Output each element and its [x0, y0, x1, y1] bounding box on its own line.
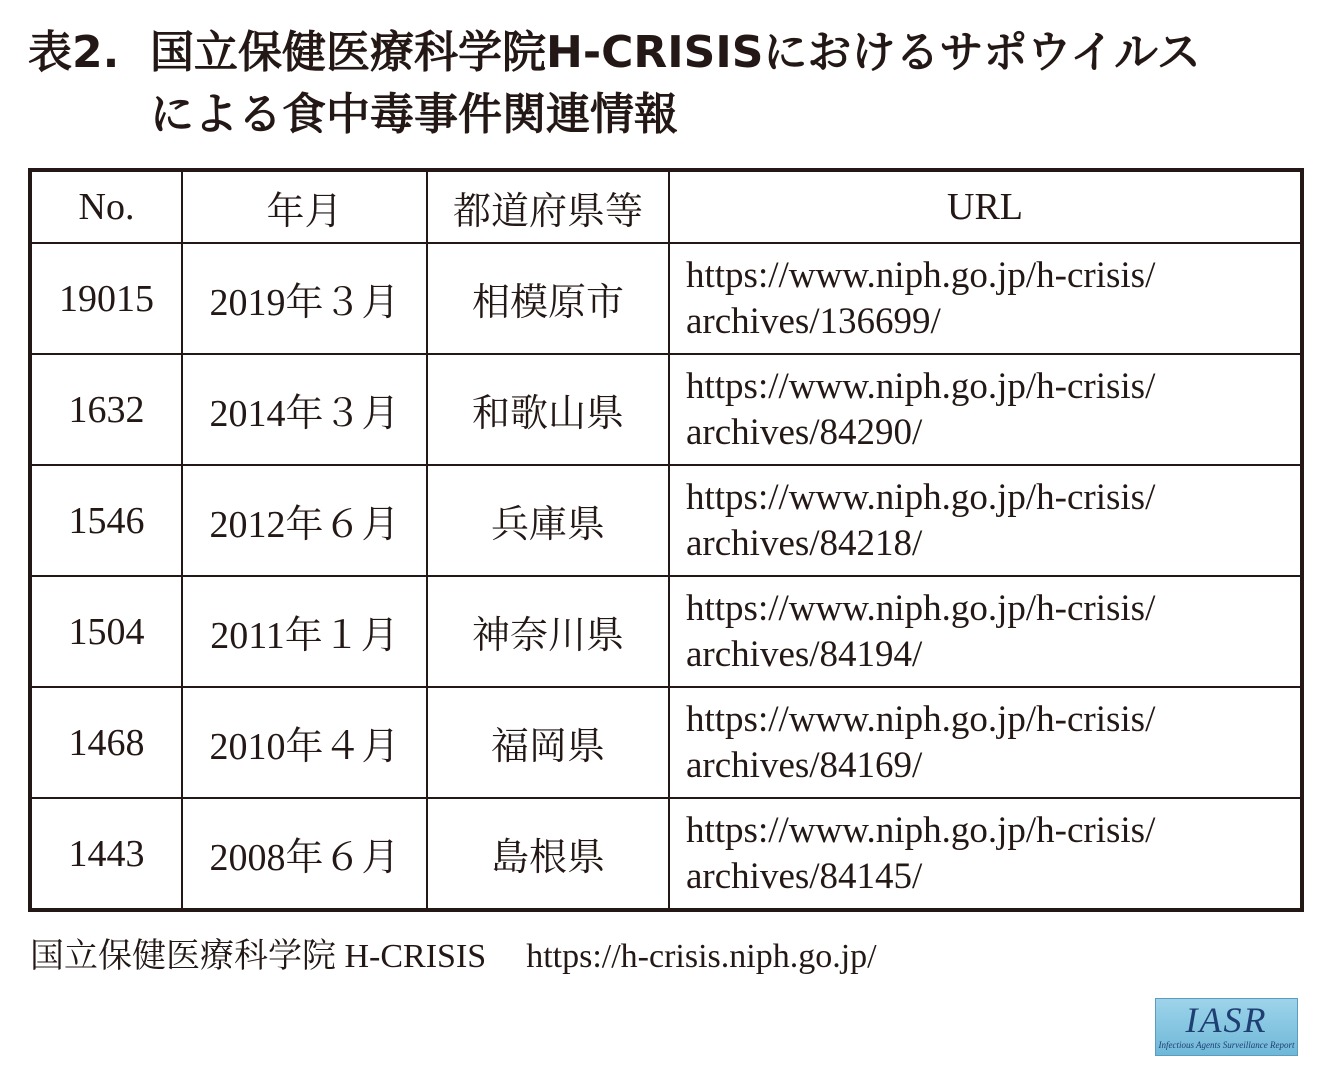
caption-line-1: 国立保健医療科学院H-CRISISにおけるサポウイルス [150, 27, 1201, 78]
table-caption [28, 22, 1201, 146]
url-line-1: https://www.niph.go.jp/h-crisis/ [686, 254, 1156, 296]
url-line-1: https://www.niph.go.jp/h-crisis/ [686, 809, 1156, 851]
cell-url[interactable] [669, 465, 1302, 576]
table-row [30, 354, 1302, 465]
url-line-1: https://www.niph.go.jp/h-crisis/ [686, 365, 1156, 407]
url-line-2: archives/84169/ [686, 744, 923, 786]
cell-prefecture: 神奈川県 [427, 576, 669, 687]
table-row [30, 465, 1302, 576]
url-line-2: archives/84218/ [686, 522, 923, 564]
outbreak-table [28, 168, 1304, 912]
table-row [30, 576, 1302, 687]
cell-date: 2019年３月 [182, 243, 427, 354]
header-no: No. [30, 170, 182, 243]
caption-label: 表2. [28, 27, 120, 78]
cell-url[interactable] [669, 243, 1302, 354]
source-url[interactable]: https://h-crisis.niph.go.jp/ [526, 938, 877, 975]
cell-url[interactable] [669, 798, 1302, 910]
cell-no: 1468 [30, 687, 182, 798]
cell-prefecture: 福岡県 [427, 687, 669, 798]
logo-text: IASR [1185, 1000, 1268, 1040]
cell-url[interactable] [669, 576, 1302, 687]
cell-date: 2014年３月 [182, 354, 427, 465]
url-line-2: archives/84194/ [686, 633, 923, 675]
header-date: 年月 [182, 170, 427, 243]
caption-line-2: による食中毒事件関連情報 [150, 89, 678, 140]
url-line-2: archives/136699/ [686, 300, 941, 342]
source-note [30, 928, 877, 977]
cell-date: 2008年６月 [182, 798, 427, 910]
url-line-1: https://www.niph.go.jp/h-crisis/ [686, 587, 1156, 629]
logo-subtext: Infectious Agents Surveillance Report [1158, 1040, 1295, 1050]
iasr-logo [1155, 998, 1298, 1056]
cell-no: 1443 [30, 798, 182, 910]
cell-no: 1546 [30, 465, 182, 576]
cell-prefecture: 島根県 [427, 798, 669, 910]
table-row [30, 687, 1302, 798]
url-line-2: archives/84145/ [686, 855, 923, 897]
source-name: 国立保健医療科学院 H-CRISIS [30, 938, 487, 975]
table-row [30, 243, 1302, 354]
cell-prefecture: 和歌山県 [427, 354, 669, 465]
header-prefecture: 都道府県等 [427, 170, 669, 243]
cell-no: 1504 [30, 576, 182, 687]
cell-prefecture: 兵庫県 [427, 465, 669, 576]
cell-url[interactable] [669, 354, 1302, 465]
url-line-1: https://www.niph.go.jp/h-crisis/ [686, 698, 1156, 740]
table-header-row [30, 170, 1302, 243]
cell-date: 2011年１月 [182, 576, 427, 687]
cell-date: 2012年６月 [182, 465, 427, 576]
cell-no: 19015 [30, 243, 182, 354]
url-line-1: https://www.niph.go.jp/h-crisis/ [686, 476, 1156, 518]
cell-prefecture: 相模原市 [427, 243, 669, 354]
cell-url[interactable] [669, 687, 1302, 798]
url-line-2: archives/84290/ [686, 411, 923, 453]
header-url: URL [669, 170, 1302, 243]
table-row [30, 798, 1302, 910]
cell-date: 2010年４月 [182, 687, 427, 798]
cell-no: 1632 [30, 354, 182, 465]
